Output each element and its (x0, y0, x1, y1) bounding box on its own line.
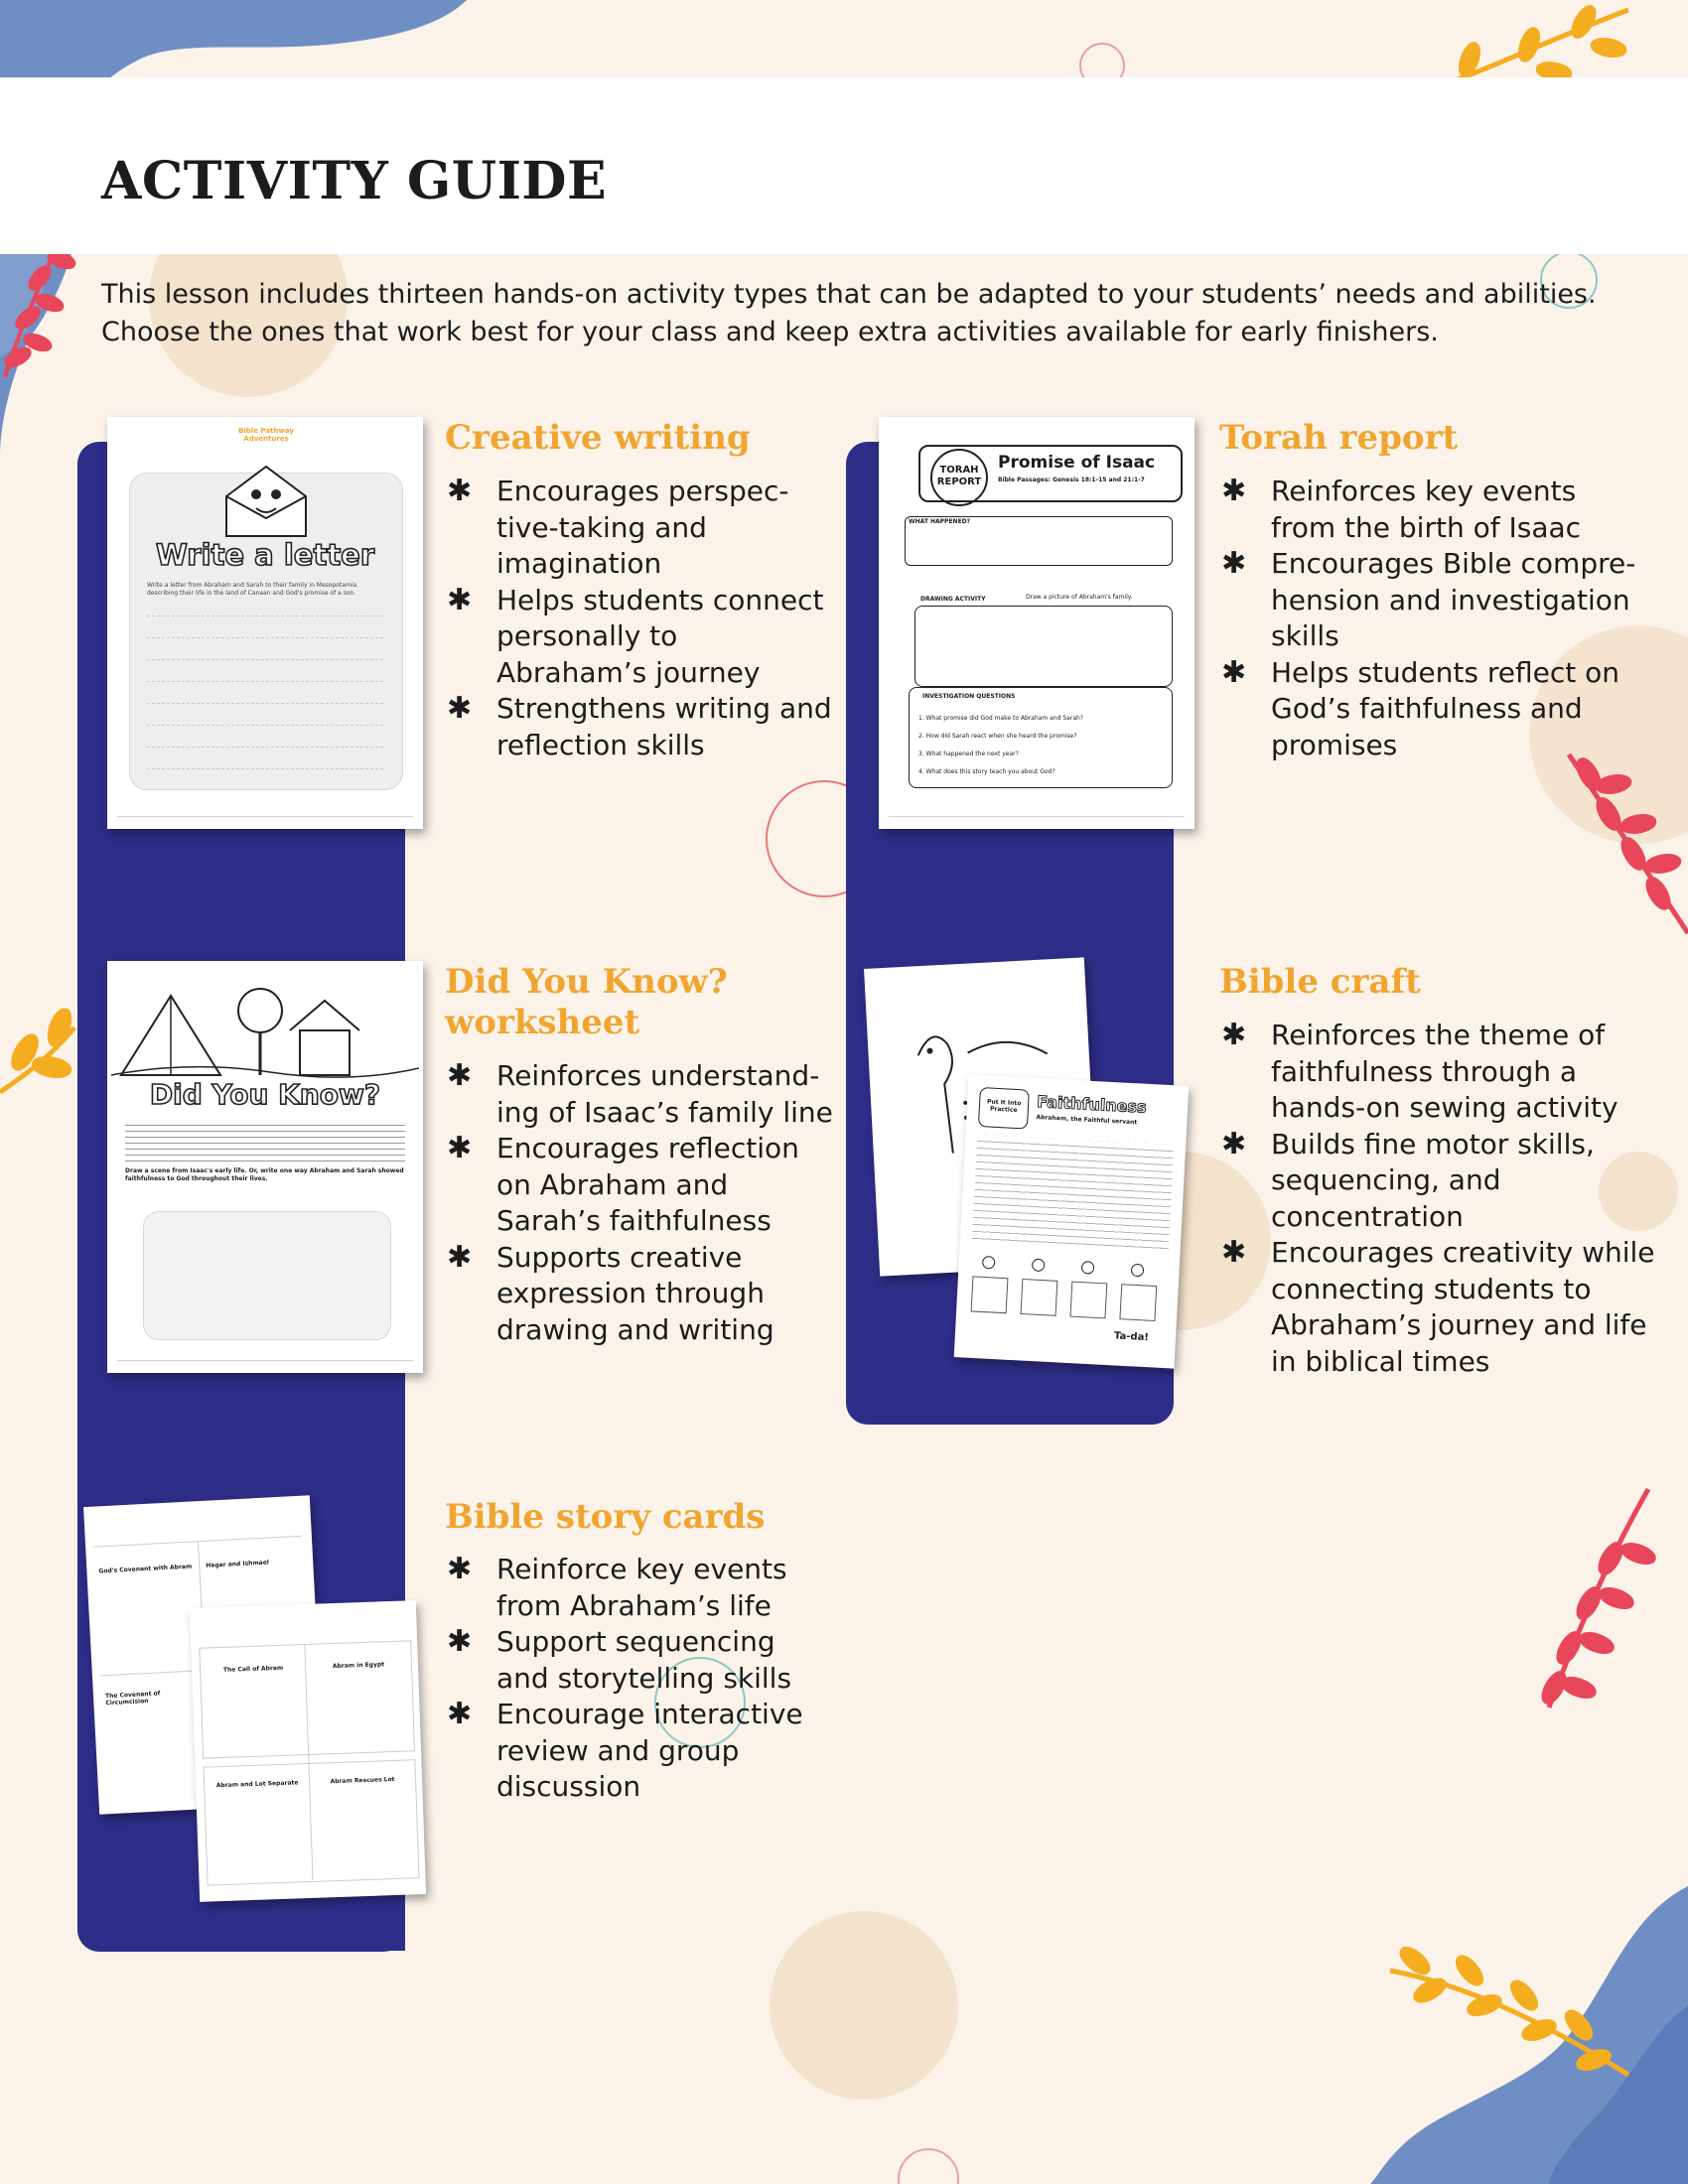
torah-questions-label: INVESTIGATION QUESTIONS (922, 693, 1016, 700)
thumb-torah-report (879, 417, 1195, 829)
tent-scene-illustration (111, 981, 419, 1080)
torah-question: 4. What does this story teach you about God? (918, 768, 1055, 775)
bullet-item: ✱ Reinforces key events from the birth of Isaac (1221, 474, 1582, 544)
bullet-list-creative-writing (447, 474, 834, 763)
craft-badge: Put It Into Practice (978, 1087, 1030, 1130)
craft-subheading: Abraham, the Faithful servant (1036, 1114, 1138, 1127)
outline-circle (899, 2149, 958, 2184)
thumb-write-a-letter (107, 417, 423, 829)
torah-badge: TORAH REPORT (930, 449, 988, 506)
dyk-prompt: Draw a scene from Isaac's early life. Or, write one way Abraham and Sarah showed faithfulness to God throughout their lives. (125, 1167, 404, 1182)
asterisk-icon: ✱ (447, 582, 473, 617)
bullet-list-bible-story-cards (447, 1552, 834, 1806)
story-card-title: God's Covenant with Abram (98, 1563, 193, 1575)
camel-steps-illustration (966, 1252, 1168, 1331)
story-card-title: Abram in Egypt (332, 1661, 385, 1671)
leaf-sprig-red-right-lower (1540, 1489, 1655, 1707)
thumb-did-you-know (107, 961, 423, 1373)
bullet-list-torah-report (1221, 474, 1638, 763)
craft-heading: Faithfulness (1036, 1092, 1148, 1117)
asterisk-icon: ✱ (447, 1697, 473, 1731)
torah-question: 1. What promise did God make to Abraham and Sarah? (918, 715, 1083, 722)
asterisk-icon: ✱ (1221, 474, 1247, 508)
torah-what-box (905, 516, 1173, 566)
thumb-body: Write a letter from Abraham and Sarah to their family in Mesopotamia describing their life in the land of Canaan and God's promise of a son. (147, 582, 357, 597)
section-title-bible-craft: Bible craft (1219, 962, 1421, 1002)
craft-done: Ta-da! (1113, 1330, 1150, 1344)
asterisk-icon: ✱ (447, 1624, 473, 1659)
envelope-icon (216, 457, 316, 546)
dyk-body-lines (125, 1120, 405, 1161)
thumb-cards-front (190, 1600, 426, 1902)
asterisk-icon: ✱ (1221, 546, 1247, 581)
asterisk-icon: ✱ (447, 474, 473, 508)
bullet-item: ✱ Encourage interactive review and group discussion (447, 1697, 803, 1803)
asterisk-icon: ✱ (447, 1131, 473, 1165)
bullet-item: ✱ Encourages perspec-tive-taking and imagination (447, 474, 789, 580)
bullet-list-did-you-know (447, 1058, 834, 1348)
asterisk-icon: ✱ (1221, 1235, 1247, 1270)
asterisk-icon: ✱ (447, 1552, 473, 1586)
torah-title-box (918, 445, 1183, 502)
section-title-did-you-know: Did You Know? worksheet (445, 962, 728, 1042)
story-card-title: The Call of Abram (222, 1664, 284, 1674)
bullet-item: ✱ Reinforces understand-ing of Isaac’s family line (447, 1058, 833, 1129)
thumb-heading: Write a letter (155, 538, 375, 572)
intro-paragraph: This lesson includes thirteen hands-on activity types that can be adapted to your students’ needs and abilities. Choose the ones that work best for your class and keep extra activities available for early finishers. (101, 279, 1597, 347)
asterisk-icon: ✱ (447, 1239, 473, 1275)
asterisk-icon: ✱ (1221, 1018, 1247, 1052)
bullet-item: ✱ Encourages reflection on Abraham and Sarah’s faithfulness (447, 1131, 799, 1237)
story-card-title: Abram Rescues Lot (330, 1775, 395, 1786)
bullet-item: ✱ Helps students reflect on God’s faithfulness and promises (1221, 654, 1619, 761)
bullet-item: ✱ Encourages Bible compre-hension and investigation skills (1221, 546, 1636, 652)
beige-circle (770, 1911, 958, 2100)
torah-what-happened: WHAT HAPPENED? (909, 518, 971, 525)
asterisk-icon: ✱ (447, 691, 473, 726)
dyk-heading: Did You Know? (149, 1078, 381, 1111)
bullet-item: ✱ Support sequencing and storytelling skills (447, 1624, 792, 1695)
bullet-item: ✱ Encourages creativity while connecting students to Abraham’s journey and life in biblical times (1221, 1235, 1655, 1378)
torah-passages: Bible Passages: Genesis 18:1-15 and 21:1-7 (998, 477, 1145, 483)
torah-drawing-prompt: Draw a picture of Abraham's family. (1026, 594, 1133, 601)
bullet-item: ✱ Supports creative expression through drawing and writing (447, 1239, 774, 1346)
bullet-item: ✱ Reinforces the theme of faithfulness through a hands-on sewing activity (1221, 1018, 1618, 1124)
page-title: ACTIVITY GUIDE (101, 151, 608, 211)
section-title-bible-story-cards: Bible story cards (445, 1497, 766, 1537)
story-card-title: Hagar and Ishmael (206, 1559, 270, 1570)
craft-instructions (972, 1135, 1174, 1254)
thumb-craft-front (954, 1074, 1190, 1368)
bullet-item: ✱ Strengthens writing and reflection skills (447, 691, 832, 761)
leaf-sprig-orange-left (0, 1008, 74, 1092)
bullet-item: ✱ Reinforce key events from Abraham’s life (447, 1552, 787, 1622)
thumb-brand: Bible Pathway Adventures (238, 427, 294, 443)
asterisk-icon: ✱ (1221, 1126, 1247, 1161)
bullet-item: ✱ Helps students connect personally to Abraham’s journey (447, 582, 824, 689)
torah-drawing-label: DRAWING ACTIVITY (920, 596, 986, 603)
torah-drawing-box (914, 606, 1173, 687)
section-title-torah-report: Torah report (1219, 418, 1459, 458)
bullet-list-bible-craft (1221, 1018, 1658, 1380)
story-card-title: The Covenant of Circumcision (104, 1690, 161, 1707)
bullet-item: ✱ Builds fine motor skills, sequencing, and concentration (1221, 1126, 1595, 1233)
torah-question: 2. How did Sarah react when she heard the promise? (918, 733, 1077, 740)
section-title-creative-writing: Creative writing (445, 418, 751, 458)
asterisk-icon: ✱ (1221, 654, 1247, 690)
torah-heading: Promise of Isaac (998, 453, 1156, 473)
story-card-title: Abram and Lot Separate (215, 1779, 299, 1790)
dyk-answer-box (143, 1211, 391, 1340)
asterisk-icon: ✱ (447, 1058, 473, 1093)
torah-question: 3. What happened the next year? (918, 751, 1019, 757)
